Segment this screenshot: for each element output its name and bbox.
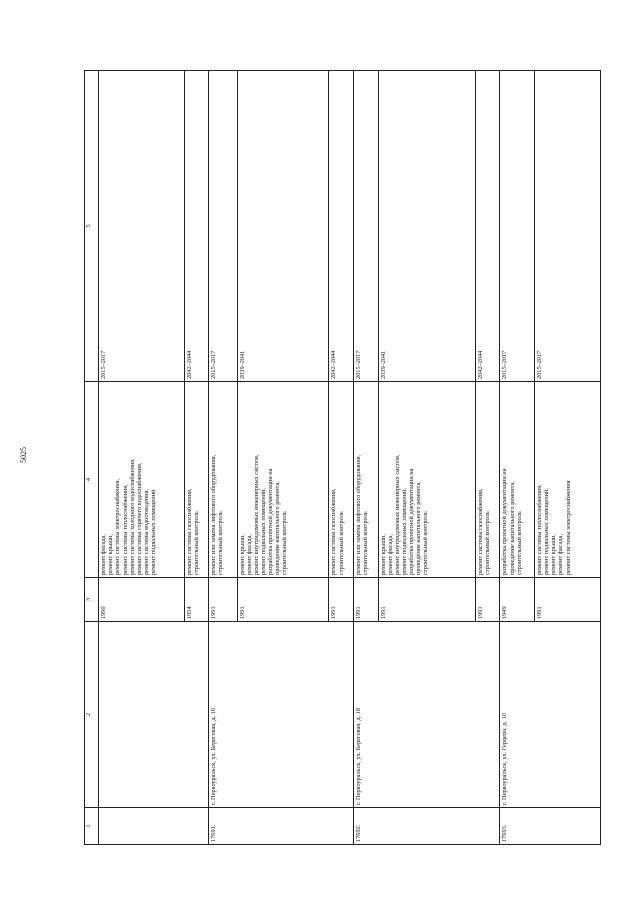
work-item: разработка проектной документации на bbox=[407, 468, 415, 575]
building-address: г. Первоуральск, ул. Береговая, д. 18 bbox=[354, 622, 500, 808]
page-number: 5025 bbox=[19, 447, 28, 463]
work-item: ремонт крыши, bbox=[550, 533, 558, 575]
work-item: ремонт системы электроснабжения bbox=[564, 480, 572, 575]
table-row bbox=[354, 71, 379, 845]
repair-period: 2015–2017 bbox=[99, 71, 184, 382]
works-list bbox=[99, 382, 184, 578]
header-col-2: 2 bbox=[85, 622, 99, 808]
work-item: ремонт или замена лифтового оборудования, bbox=[355, 454, 363, 575]
works-list bbox=[184, 382, 209, 578]
work-item: ремонт фасада, bbox=[386, 534, 394, 575]
works-list bbox=[475, 382, 500, 578]
table-row bbox=[209, 71, 238, 845]
year-cell: 1991 bbox=[378, 578, 475, 622]
repair-period: 2015–2017 bbox=[500, 71, 535, 382]
works-list bbox=[354, 382, 379, 578]
work-item: проведение капитального ремонта, bbox=[508, 481, 516, 575]
work-item: строительный контроль bbox=[281, 511, 289, 575]
header-col-5: 5 bbox=[85, 71, 99, 382]
work-item: ремонт системы холодного водоснабжения, bbox=[128, 458, 136, 575]
repair-period: 2042–2044 bbox=[184, 71, 209, 382]
year-cell: 1991 bbox=[209, 578, 238, 622]
year-cell: 1991 bbox=[237, 578, 329, 622]
work-item: строительный контроль bbox=[362, 511, 370, 575]
work-item: ремонт фасада, bbox=[100, 534, 108, 575]
year-cell: 1949 bbox=[500, 578, 535, 622]
repair-period: 2039–2041 bbox=[378, 71, 475, 382]
header-col-3: 3 bbox=[85, 578, 99, 622]
repair-schedule-table bbox=[84, 70, 601, 845]
repair-period: 2042–2044 bbox=[329, 71, 354, 382]
work-item: ремонт фасада, bbox=[557, 534, 565, 575]
work-item: ремонт фасада, bbox=[246, 534, 254, 575]
work-item: ремонт подвальных помещений, bbox=[260, 488, 268, 575]
work-item: ремонт системы теплоснабжения, bbox=[121, 484, 129, 575]
work-item: ремонт или замена лифтового оборудования, bbox=[210, 454, 218, 575]
building-address bbox=[99, 622, 209, 808]
works-list bbox=[500, 382, 535, 578]
work-item: строительный контроль bbox=[217, 511, 225, 575]
year-cell: 1991 bbox=[475, 578, 500, 622]
work-item: ремонт внутридомовых инженерных систем, bbox=[253, 454, 261, 575]
work-item: проведение капитального ремонта, bbox=[415, 481, 423, 575]
repair-period: 2042–2044 bbox=[475, 71, 500, 382]
header-row bbox=[85, 71, 99, 845]
repair-period: 2039–2041 bbox=[237, 71, 329, 382]
work-item: ремонт системы газоснабжения, bbox=[476, 488, 484, 575]
year-cell: 1991 bbox=[354, 578, 379, 622]
works-list bbox=[237, 382, 329, 578]
building-address: г. Первоуральск, ул. Береговая, д. 16 bbox=[209, 622, 354, 808]
header-col-4: 4 bbox=[85, 382, 99, 578]
work-item: строительный контроль bbox=[337, 511, 345, 575]
rotated-table-container bbox=[84, 76, 601, 845]
row-number bbox=[99, 808, 209, 845]
row-number: 17693. bbox=[500, 808, 601, 845]
year-cell: 1991 bbox=[329, 578, 354, 622]
work-item: ремонт подвальных помещений bbox=[149, 489, 157, 575]
year-cell: 1990 bbox=[99, 578, 184, 622]
work-item: ремонт системы газоснабжения, bbox=[185, 488, 193, 575]
work-item: ремонт подвальных помещений, bbox=[543, 488, 551, 575]
row-number: 17691. bbox=[209, 808, 354, 845]
work-item: проведение капитального ремонта, bbox=[274, 481, 282, 575]
repair-period: 2015–2017 bbox=[535, 71, 601, 382]
work-item: строительный контроль bbox=[515, 511, 523, 575]
works-list bbox=[329, 382, 354, 578]
repair-period: 2015–2017 bbox=[209, 71, 238, 382]
work-item: ремонт системы газоснабжения, bbox=[330, 488, 338, 575]
works-list bbox=[209, 382, 238, 578]
works-list bbox=[535, 382, 601, 578]
header-col-1: 1 bbox=[85, 808, 99, 845]
work-item: строительный контроль bbox=[422, 511, 430, 575]
work-item: ремонт подвальных помещений, bbox=[400, 488, 408, 575]
work-item: строительный контроль bbox=[192, 511, 200, 575]
building-address: г. Первоуральск, ул. Герцена, д. 10 bbox=[500, 622, 601, 808]
repair-period: 2015–2017 bbox=[354, 71, 379, 382]
work-item: строительный контроль bbox=[483, 511, 491, 575]
work-item: ремонт внутридомовых инженерных систем, bbox=[393, 454, 401, 575]
work-item: ремонт системы горячего водоснабжения, bbox=[135, 462, 143, 575]
work-item: ремонт крыши, bbox=[107, 533, 115, 575]
work-item: ремонт крыши, bbox=[379, 533, 387, 575]
work-item: разработка проектной документации на bbox=[501, 468, 509, 575]
works-list bbox=[378, 382, 475, 578]
year-cell: 1954 bbox=[184, 578, 209, 622]
work-item: ремонт системы теплоснабжения, bbox=[536, 484, 544, 575]
work-item: ремонт системы электроснабжения, bbox=[114, 478, 122, 575]
work-item: ремонт системы водоотведения, bbox=[142, 489, 150, 575]
table-row bbox=[99, 71, 184, 845]
work-item: разработка проектной документации на bbox=[267, 468, 275, 575]
table-row bbox=[500, 71, 535, 845]
row-number: 17692. bbox=[354, 808, 500, 845]
year-cell: 1991 bbox=[535, 578, 601, 622]
work-item: ремонт крыши, bbox=[238, 533, 246, 575]
